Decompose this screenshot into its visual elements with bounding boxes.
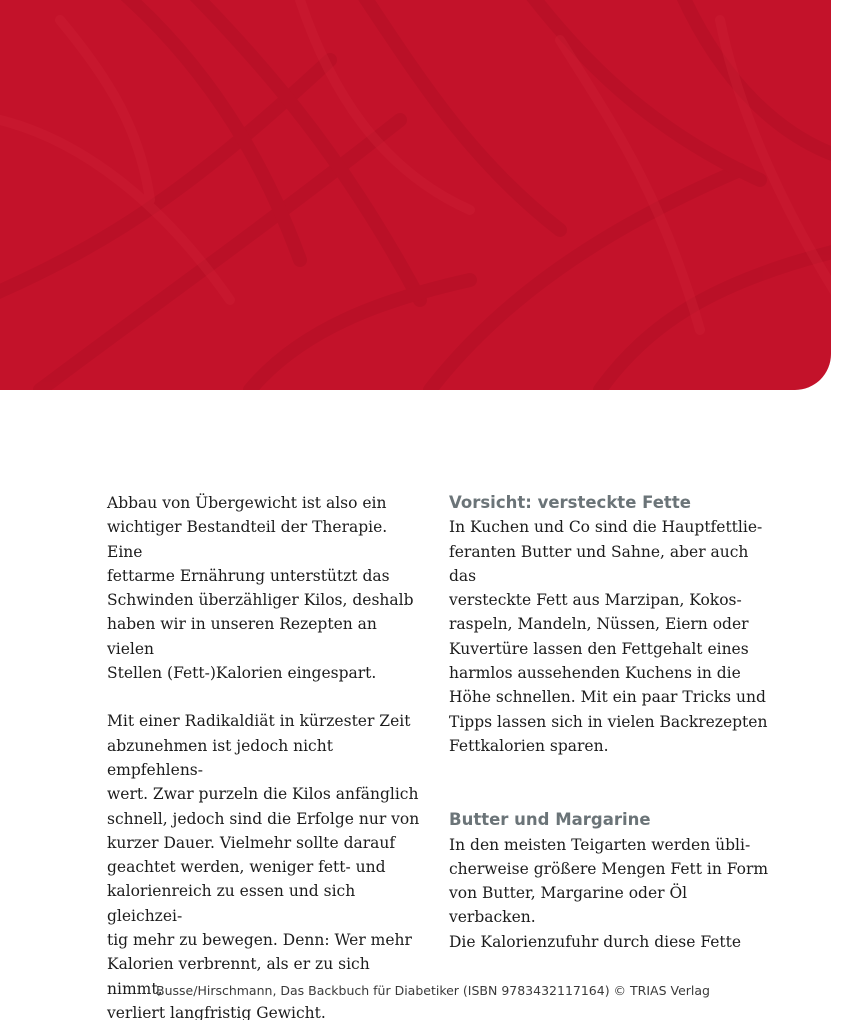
- right-column: [449, 491, 769, 954]
- footer-citation: Busse/Hirschmann, Das Backbuch für Diabetiker (ISBN 9783432117164) © TRIAS Verlag: [156, 983, 710, 998]
- section-heading-butter-margarine: Butter und Margarine: [449, 810, 651, 830]
- red-banner: [0, 0, 831, 390]
- leaf-pattern-decoration: [0, 0, 831, 390]
- section-butter-margarine: [449, 808, 769, 954]
- section-text-butter-margarine: In den meisten Teigarten werden übli- cherweise größere Mengen Fett in Form von Butter, Margarine oder Öl verbacken. Die Kalorienzufuhr durch diese Fette: [449, 835, 769, 951]
- left-paragraph-1: Abbau von Übergewicht ist also ein wichtiger Bestandteil der Therapie. Eine fettarme Ernährung unterstützt das Schwinden überzähliger Kilos, deshalb haben wir in unseren Rezepten an vielen Stellen (Fett-)Kalorien eingespart.: [107, 494, 414, 683]
- section-heading-hidden-fats: Vorsicht: versteckte Fette: [449, 493, 691, 512]
- section-text-hidden-fats: In Kuchen und Co sind die Hauptfettlie- feranten Butter und Sahne, aber auch das versteckte Fett aus Marzipan, Kokos- raspeln, Mandeln, Nüssen, Eiern oder Kuvertüre lassen den Fettgehalt eines harmlos aussehenden Kuchens in die Höhe schnellen. Mit ein paar Tricks und Tipps lassen sich in vielen Backrezepten Fettkalorien sparen.: [449, 518, 768, 755]
- left-paragraph-2: Mit einer Radikaldiät in kürzester Zeit abzunehmen ist jedoch nicht empfehlens- wert. Zwar purzeln die Kilos anfänglich schnell, jedoch sind die Erfolge nur von kurzer Dauer. Vielmehr sollte darauf geachtet werden, weniger fett- und kalorienreich zu essen und sich gleichzei- tig mehr zu bewegen. Denn: Wer mehr Kalorien verbrennt, als er zu sich nimmt, verliert langfristig Gewicht.: [107, 712, 420, 1020]
- left-column: [107, 491, 427, 1020]
- section-hidden-fats: [449, 491, 769, 758]
